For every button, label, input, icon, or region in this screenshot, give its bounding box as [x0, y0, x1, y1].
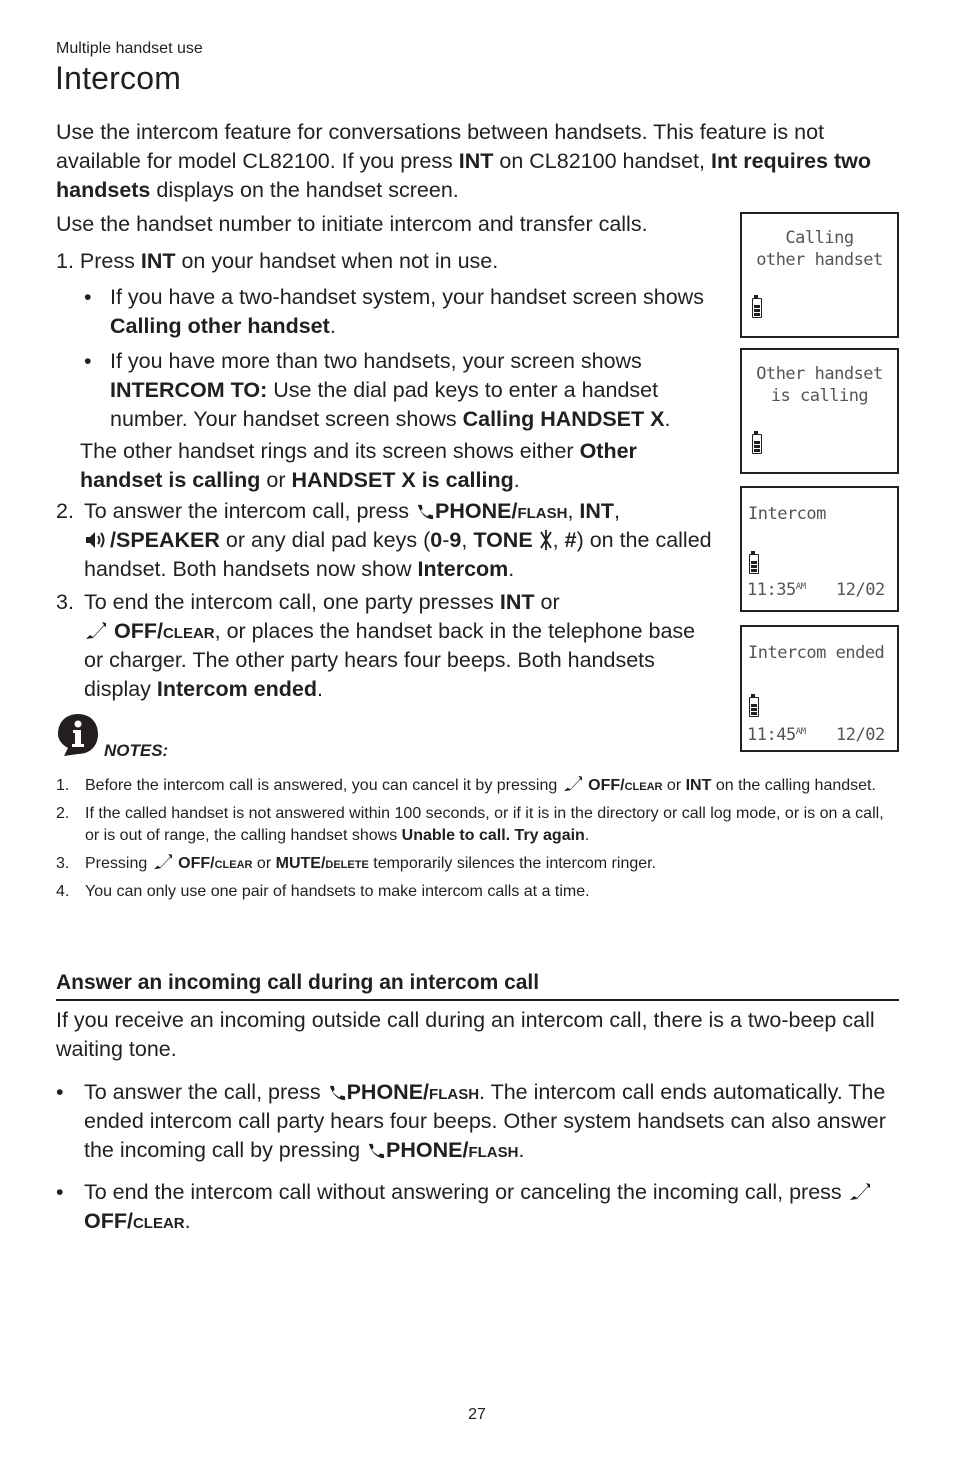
battery-icon	[752, 298, 762, 318]
lcd-time: $11:35^{AM}$	[747, 580, 806, 600]
note-3: 3. Pressing OFF/clear or MUTE/delete temporarily silences the intercom ringer.	[56, 855, 657, 872]
intro-paragraph-2: Use the handset number to initiate intercom and transfer calls.	[56, 212, 648, 236]
tone-star-icon	[539, 530, 553, 550]
page-title: Intercom	[55, 60, 182, 96]
lcd-screen-other-calling	[740, 348, 899, 474]
note-4: 4. You can only use one pair of handsets to make intercom calls at a time.	[56, 883, 590, 900]
note-2: 2. If the called handset is not answered within 100 seconds, or if it is in the directory or call log mode, or is on a call, or is out of range, the calling handset shows Unable to call. Try again.	[56, 805, 884, 844]
phone-icon	[366, 1142, 386, 1160]
phone-icon	[327, 1084, 347, 1102]
bullet-icon: •	[84, 349, 92, 373]
step-1: 1. Press INT on your handset when not in use.	[56, 249, 499, 273]
off-handset-icon	[562, 775, 584, 793]
answer-bullet-1: To answer the call, press PHONE/flash. The intercom call ends automatically. The ended intercom call party hears four beeps. Other system handsets can also answer the incoming call by pressing PHONE/flash.	[84, 1080, 886, 1162]
info-icon	[56, 712, 100, 758]
lcd-date: 12/02	[836, 580, 885, 600]
step-3-number: 3.	[56, 590, 74, 614]
bullet-icon: •	[56, 1080, 64, 1104]
off-handset-icon	[152, 853, 174, 871]
bullet-icon: •	[84, 285, 92, 309]
intro-paragraph: Use the intercom feature for conversations between handsets. This feature is not available for model CL82100. If you press INT on CL82100 handset, Int requires two handsets displays on the handset screen.	[56, 120, 872, 202]
lcd-line-2: is calling	[770, 386, 869, 406]
step-3: To end the intercom call, one party presses INT or OFF/clear, or places the handset back in the telephone base or charger. The other party hears four beeps. Both handsets display Intercom ended.	[84, 590, 696, 701]
answer-intro: If you receive an incoming outside call during an intercom call, there is a two-beep call waiting tone.	[56, 1008, 875, 1061]
answer-bullet-2: To end the intercom call without answering or canceling the incoming call, press OFF/clear.	[84, 1178, 894, 1236]
lcd-time: $11:45^{AM}$	[747, 725, 806, 745]
lcd-line-1: Intercom ended	[748, 643, 885, 663]
lcd-line-2: other handset	[756, 250, 883, 270]
off-handset-icon	[848, 1182, 872, 1202]
lcd-line-1: Calling	[785, 228, 854, 248]
off-handset-icon	[84, 621, 108, 641]
bullet-more-handsets: If you have more than two handsets, your screen shows INTERCOM TO: Use the dial pad keys to enter a handset number. Your handset screen shows Calling HANDSET X.	[110, 349, 671, 431]
step-2: To answer the intercom call, press PHONE/flash, INT, /SPEAKER or any dial pad keys (0-9, TONE , #) on the called handset. Both handsets now show Intercom.	[84, 499, 712, 581]
note-1: 1. Before the intercom call is answered, you can cancel it by pressing OFF/clear or INT on the calling handset.	[56, 777, 876, 794]
notes-list	[56, 775, 901, 903]
rings-paragraph: The other handset rings and its screen shows either Other handset is calling or HANDSET X is calling.	[80, 439, 637, 492]
notes-heading: NOTES:	[104, 741, 169, 760]
battery-icon	[749, 697, 759, 717]
step-2-number: 2.	[56, 499, 74, 523]
speaker-icon	[84, 530, 110, 550]
lcd-screen-intercom	[740, 486, 899, 612]
section-label: Multiple handset use	[56, 40, 203, 57]
lcd-line-1: Other handset	[756, 364, 883, 384]
section-divider	[56, 999, 899, 1001]
battery-icon	[749, 554, 759, 574]
battery-icon	[752, 434, 762, 454]
bullet-two-handset: If you have a two-handset system, your handset screen shows Calling other handset.	[110, 285, 704, 338]
phone-icon	[415, 503, 435, 521]
lcd-line-1: Intercom	[748, 504, 826, 524]
page-number: 27	[468, 1406, 486, 1423]
bullet-icon: •	[56, 1180, 64, 1204]
section-heading: Answer an incoming call during an intercom call	[56, 971, 540, 994]
lcd-date: 12/02	[836, 725, 885, 745]
lcd-screen-calling	[740, 212, 899, 338]
lcd-screen-intercom-ended	[740, 625, 899, 752]
